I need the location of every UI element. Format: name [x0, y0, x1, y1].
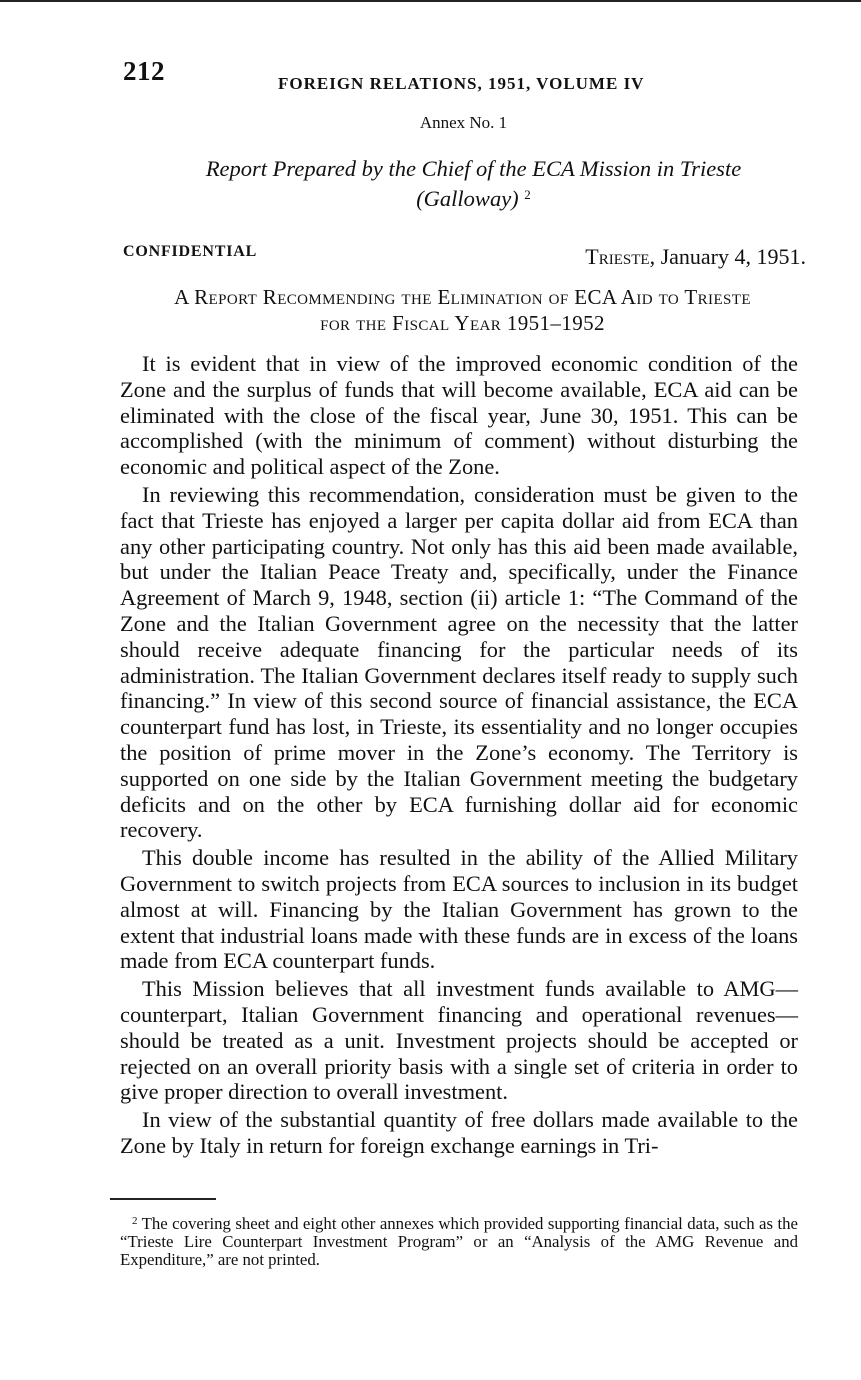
- paragraph-4: This Mission believes that all investment funds available to AMG—counterpart, Italian Government financing and operational revenues—should be treated as a unit. Investment projects should be accepted or rejected on an overall priority basis with a single set of criteria in order to give proper direction to overall investment.: [120, 976, 798, 1105]
- footnote-marker: 2: [132, 1215, 138, 1227]
- footnote-paragraph: [120, 1212, 798, 1269]
- paragraph-3: This double income has resulted in the ability of the Allied Military Government to switch projects from ECA sources to inclusion in its budget almost at will. Financing by the Italian Government has grown to the extent that industrial loans made with these funds are in excess of the loans made from ECA counterpart funds.: [120, 845, 798, 974]
- footnote: [120, 1212, 798, 1269]
- footnote-reference: 2: [524, 187, 531, 202]
- report-title-line-2: [120, 182, 827, 212]
- document-heading-line-2: for the Fiscal Year 1951–1952: [320, 311, 605, 335]
- body-text: [120, 351, 798, 1161]
- report-title: [120, 156, 827, 212]
- document-heading: [115, 284, 810, 336]
- footnote-divider: [110, 1198, 216, 1200]
- page-top-edge: [0, 0, 861, 2]
- page-number: 212: [123, 56, 165, 86]
- running-head: FOREIGN RELATIONS, 1951, VOLUME IV: [278, 74, 645, 93]
- classification-marking: CONFIDENTIAL: [123, 243, 258, 260]
- footnote-text: The covering sheet and eight other annexes which provided supporting financial data, such as the “Trieste Lire Counterpart Investment Program” or an “Analysis of the AMG Revenue and Expenditure,” are not printed.: [120, 1214, 798, 1269]
- report-title-line-1: Report Prepared by the Chief of the ECA Mission in Trieste: [205, 156, 742, 181]
- dateline: [585, 244, 806, 270]
- dateline-date: January 4, 1951.: [660, 244, 806, 269]
- document-heading-line-1: A Report Recommending the Elimination of ECA Aid to Trieste: [174, 285, 751, 309]
- dateline-place: Trieste,: [585, 244, 656, 269]
- paragraph-1: It is evident that in view of the improved economic condition of the Zone and the surplus of funds that will become available, ECA aid can be eliminated with the close of the fiscal year, June 30, 1951. This can be accomplished (with the minimum of comment) without disturbing the economic and political aspect of the Zone.: [120, 351, 798, 480]
- annex-label: Annex No. 1: [419, 113, 508, 132]
- report-title-author: (Galloway): [416, 186, 519, 211]
- paragraph-2: In reviewing this recommendation, consideration must be given to the fact that Trieste has enjoyed a larger per capita dollar aid from ECA than any other participating country. Not only has this aid been made available, but under the Italian Peace Treaty and, specifically, under the Finance Agreement of March 9, 1948, section (ii) article 1: “The Command of the Zone and the Italian Government agree on the necessity that the latter should receive adequate financing for the particular needs of its administration. The Italian Government declares itself ready to supply such financing.” In view of this second source of financial assistance, the ECA counterpart fund has lost, in Trieste, its essentiality and no longer occupies the position of prime mover in the Zone’s economy. The Territory is supported on one side by the Italian Government meeting the budgetary deficits and on the other by ECA furnishing dollar aid for economic recovery.: [120, 481, 798, 843]
- paragraph-5: In view of the substantial quantity of free dollars made available to the Zone by Italy in return for foreign exchange earnings in Tri-: [120, 1107, 798, 1158]
